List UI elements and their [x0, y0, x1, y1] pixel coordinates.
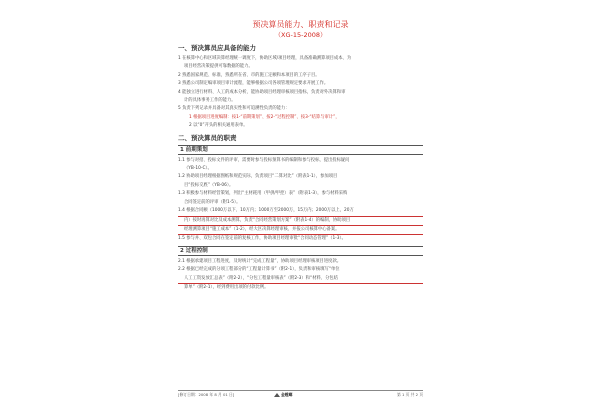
- ability-line: 5 负责下列记录并具备对其真实性和可追溯性负责的能力：: [178, 106, 290, 112]
- duty-line: 2.2 根据已经完成的分项工程部分的“工程量计算书”（附2-1），负责和审核填写“单位: [178, 267, 340, 273]
- ability-line: 计的具体事务工作的能力。: [184, 98, 236, 104]
- document-title: 预决算员能力、职责和记录: [252, 20, 349, 29]
- section1-heading: 一、预决算员应具备的能力: [178, 44, 256, 52]
- duty-line: 2.1 根据承建项目工程进度，及时统计“完成工程量”，协助项目经理审核项目进度款。: [178, 258, 342, 264]
- duty-line: 目“投标交底”（YB-06）。: [184, 182, 234, 188]
- ability-line: 3 熟悉公司制定编审项目审计流程，能够根据公司各项管理规定要求开展工作。: [178, 81, 329, 87]
- duty-line: 人工工资发放汇总表”（附2-2），“分包工程量审核表”（附2-3）和“材料、分包结: [178, 275, 423, 284]
- document-code: （XG-15-2008）: [274, 31, 327, 39]
- ability-line: 1 在核算中心和区域决算经理统一调度下，协助区域/项目经理，具备准确测算项目成本、为: [178, 56, 352, 61]
- duty-line: 1.2 协助项目经理根据图纸和规范实际，负责项目“二算对比”（附表1-1），参加项目: [178, 174, 338, 180]
- document-page: [178, 20, 423, 396]
- revision-date: [修订日期：2008 年 8 月 01 日]: [178, 392, 235, 397]
- duty-line: 合同签定前的评审（附1-5）。: [184, 199, 241, 205]
- duty-line: 经理测算项目“施工成本”（1-2），经大区决算经理审核，并报公司核算中心备案。: [178, 226, 423, 235]
- duty-line: 1.5 参与并、双包合同在签定前的复核工作，协助项目经理审批“合同动态管理”（1-3）。: [178, 236, 346, 242]
- ability-line: 2 以“0”开头的相关通用表单。: [189, 123, 248, 129]
- page-number: 第 1 页 共 2 页: [396, 392, 423, 397]
- ability-line: 4 能独立进行材料、人工的成本分析，能协助项目经理审核项目指标，负责对外决算和审: [178, 89, 346, 95]
- logo-icon: [274, 393, 280, 397]
- duty-line: 算单”（附2-1），经到费用出项的付款比例。: [184, 284, 269, 290]
- duty-line: 1.1 参与对招、投标文件的评审，需要时参与投标预算书的编制和参与投标，提出投标疑问: [178, 157, 350, 163]
- company-name: 金螳螂: [281, 392, 293, 397]
- subsection-planning-heading: 1 前期策划: [178, 145, 423, 155]
- duty-line: 1.3 积极参与材料经营策划，列出“主材耗用（甲供/甲控）表”（附表1-3），参与材料采购: [178, 191, 348, 197]
- duty-line: 内）按时再算对比及成本测算，负责“合同经营策划方案”（附表1-4）的编制，协助项目: [178, 217, 423, 226]
- duty-line: 1.4 根据合同额（1000万以下、10万内；1000万至2000万，15万内；2000万以上，20万: [178, 207, 423, 216]
- duty-line: （YB-10-C）。: [184, 166, 212, 172]
- section2-heading: 二、预决算员的职责: [178, 133, 237, 142]
- ability-line: 2 熟悉国家规范、标准，熟悉所在省、市的施工定额和本项目的工序子目。: [178, 72, 320, 78]
- company-logo: [274, 391, 292, 399]
- ability-line: 1 根据项目进度编制：按1-“前期策划”、按2-“过程控制”、按3-“结算与审计”，: [189, 114, 340, 120]
- subsection-process-heading: 2 过程控制: [178, 246, 423, 256]
- page-footer: [178, 390, 423, 399]
- ability-line: 项目经营决策提供可靠数据的能力。: [184, 64, 253, 70]
